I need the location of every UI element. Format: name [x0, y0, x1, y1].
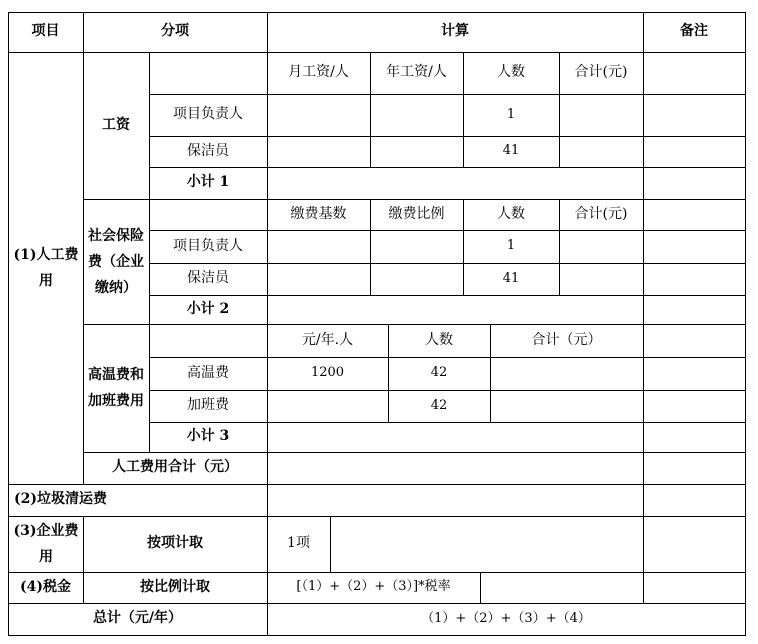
garbage-label: (2)垃圾清运费	[14, 491, 107, 508]
table-border	[8, 635, 746, 636]
social-row-count: 41	[502, 270, 520, 286]
social-header-ratio: 缴费比例	[388, 205, 445, 222]
tax-method: 按比例计取	[140, 578, 210, 595]
header-sub: 分项	[161, 23, 189, 40]
col-divider	[330, 516, 331, 573]
grand-total-label: 总计（元/年）	[92, 610, 183, 627]
wage-header-monthly: 月工资/人	[288, 64, 349, 81]
heat-label: 高温费和加班费用	[88, 367, 144, 409]
wage-header-annual: 年工资/人	[386, 64, 447, 81]
heat-subtotal: 小计 3	[186, 428, 230, 445]
heat-row-rate: 1200	[310, 365, 345, 381]
tax-formula: [（1）+（2）+（3）]*税率	[296, 579, 451, 595]
header-item: 项目	[31, 23, 60, 40]
wage-row-name: 项目负责人	[173, 106, 243, 123]
social-subtotal: 小计 2	[186, 300, 230, 317]
social-row-count: 1	[506, 238, 516, 254]
header-remark: 备注	[680, 23, 708, 40]
table-border	[8, 12, 9, 636]
social-header-total: 合计(元)	[574, 205, 628, 222]
social-row-name: 项目负责人	[173, 237, 243, 254]
labor-total-label: 人工费用合计（元）	[112, 459, 238, 476]
social-header-count: 人数	[497, 205, 525, 222]
wage-row-count: 41	[502, 143, 520, 159]
wage-subtotal: 小计 1	[186, 174, 230, 191]
col-divider	[480, 572, 481, 604]
heat-header-count: 人数	[425, 331, 453, 348]
heat-header-total: 合计（元）	[531, 331, 602, 348]
enterprise-method: 按项计取	[147, 535, 203, 552]
wage-row-count: 1	[506, 106, 516, 122]
social-label: 社会保险费（企业缴纳）	[88, 227, 144, 296]
heat-row-count: 42	[430, 397, 448, 413]
wage-header-count: 人数	[497, 64, 525, 81]
social-row-name: 保洁员	[187, 270, 229, 287]
header-calc: 计算	[441, 23, 469, 40]
enterprise-label: (3)企业费用	[13, 523, 79, 565]
wage-row-name: 保洁员	[187, 142, 229, 159]
heat-row-count: 42	[430, 365, 448, 381]
heat-header-rate: 元/年.人	[301, 331, 354, 348]
grand-total-formula: （1）+（2）+（3）+（4）	[421, 610, 591, 626]
social-header-base: 缴费基数	[290, 205, 347, 222]
wage-header-total: 合计(元)	[574, 64, 628, 81]
heat-row-name: 加班费	[187, 397, 229, 414]
wage-label: 工资	[102, 116, 130, 133]
labor-label: (1)人工费用	[13, 247, 79, 289]
enterprise-value: 1项	[287, 535, 310, 552]
heat-row-name: 高温费	[187, 364, 229, 381]
tax-label: (4)税金	[20, 578, 71, 595]
col-divider	[643, 12, 644, 604]
